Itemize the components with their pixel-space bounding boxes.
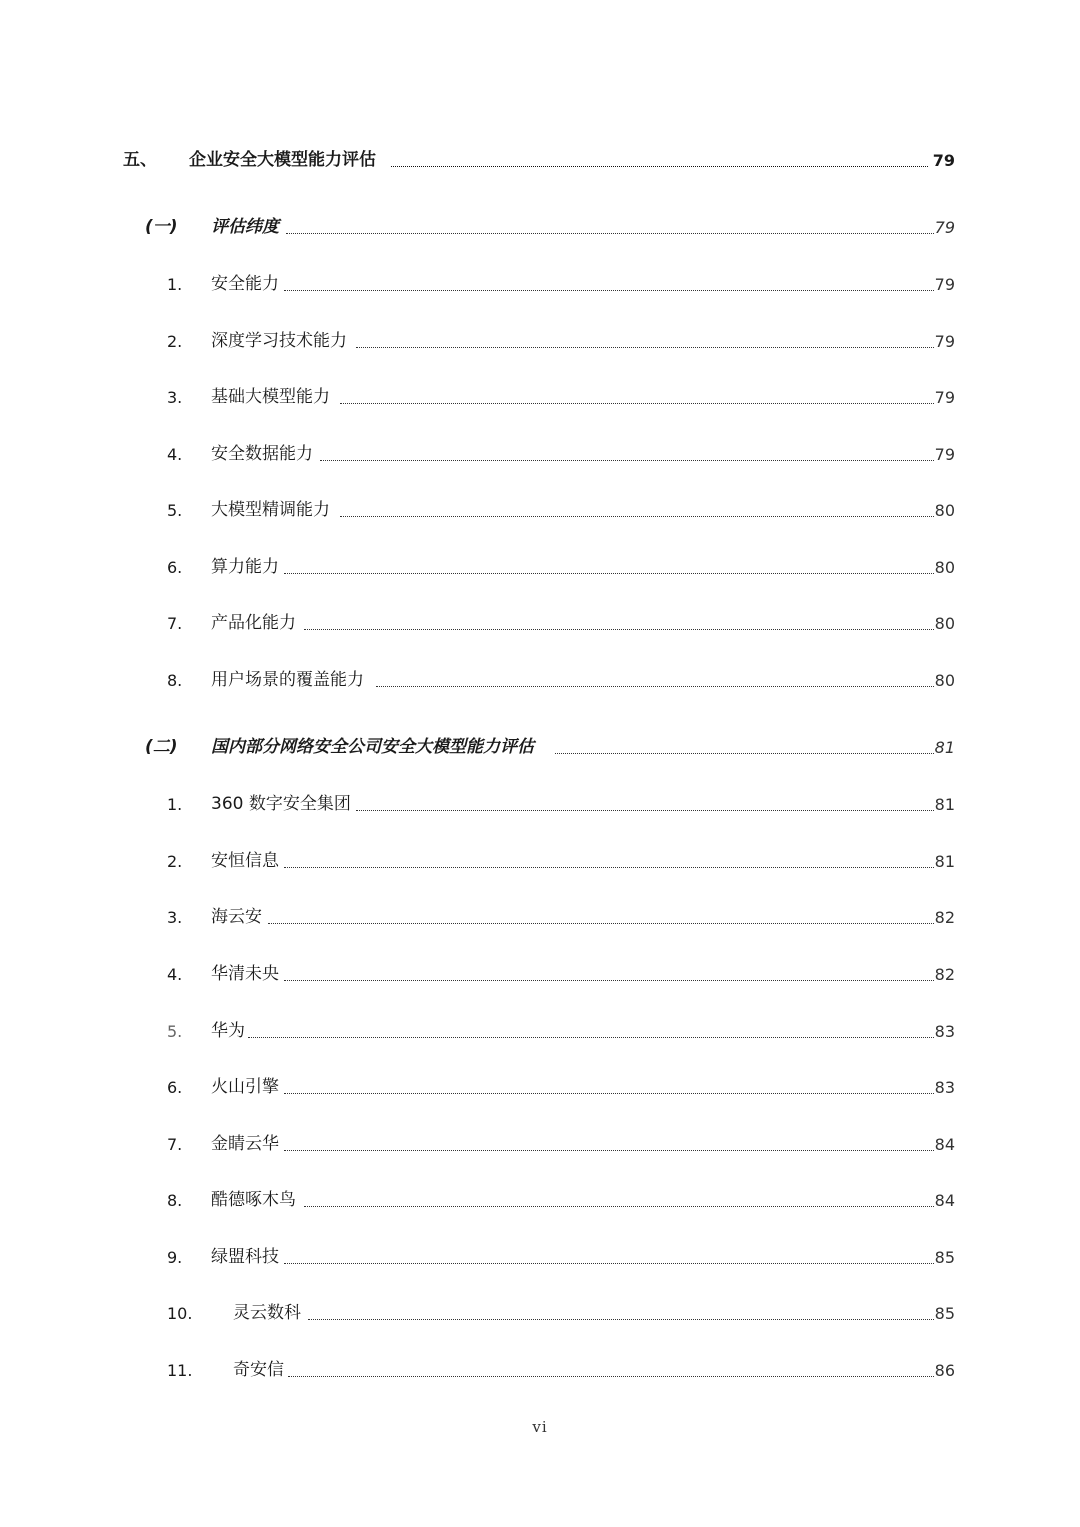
toc-entry-page: 85 <box>934 1304 955 1323</box>
toc-entry-number: 8. <box>167 1191 183 1210</box>
toc-entry-title: 基础大模型能力 <box>211 387 330 407</box>
toc-entry-page: 81 <box>934 738 955 757</box>
toc-entry-page: 83 <box>934 1078 955 1097</box>
dot-leader <box>356 810 934 811</box>
dot-leader <box>284 573 934 574</box>
toc-entry-number: 7. <box>167 614 183 633</box>
toc-entry-item[interactable] <box>0 846 1080 876</box>
toc-entry-subsection-1[interactable] <box>0 212 1080 242</box>
toc-entry-title: 评估纬度 <box>211 217 279 237</box>
toc-entry-item[interactable] <box>0 382 1080 412</box>
toc-entry-number: (一) <box>145 217 178 237</box>
dot-leader <box>340 403 934 404</box>
toc-entry-title: 灵云数科 <box>233 1303 301 1323</box>
toc-entry-number: 4. <box>167 445 183 464</box>
toc-entry-page: 83 <box>934 1022 955 1041</box>
toc-entry-number: 1. <box>167 795 183 814</box>
toc-entry-number: 4. <box>167 965 183 984</box>
toc-entry-page: 79 <box>934 445 955 464</box>
toc-entry-page: 84 <box>934 1191 955 1210</box>
toc-entry-number: 10. <box>167 1304 193 1323</box>
toc-entry-page: 79 <box>932 151 955 170</box>
dot-leader <box>320 460 934 461</box>
toc-entry-page: 79 <box>934 275 955 294</box>
toc-entry-item[interactable] <box>0 495 1080 525</box>
toc-entry-number: 1. <box>167 275 183 294</box>
dot-leader <box>308 1319 934 1320</box>
toc-entry-title: 海云安 <box>211 907 262 927</box>
toc-entry-page: 80 <box>934 558 955 577</box>
dot-leader <box>356 347 934 348</box>
dot-leader <box>286 233 934 234</box>
toc-entry-number: (二) <box>145 737 178 757</box>
toc-entry-item[interactable] <box>0 608 1080 638</box>
toc-entry-title: 360 数字安全集团 <box>211 794 351 814</box>
toc-entry-page: 82 <box>934 908 955 927</box>
dot-leader <box>376 686 934 687</box>
toc-entry-title: 用户场景的覆盖能力 <box>211 670 364 690</box>
toc-entry-number: 8. <box>167 671 183 690</box>
toc-entry-title: 算力能力 <box>211 557 279 577</box>
toc-entry-number: 5. <box>167 1022 183 1041</box>
toc-entry-title: 产品化能力 <box>211 613 296 633</box>
toc-entry-title: 奇安信 <box>233 1360 284 1380</box>
toc-entry-title: 绿盟科技 <box>211 1247 279 1267</box>
dot-leader <box>268 923 934 924</box>
toc-entry-page: 79 <box>934 218 955 237</box>
toc-entry-section-5[interactable] <box>0 145 1080 175</box>
toc-entry-item[interactable] <box>0 326 1080 356</box>
dot-leader <box>284 867 934 868</box>
toc-entry-title: 国内部分网络安全公司安全大模型能力评估 <box>211 737 534 757</box>
toc-entry-number: 7. <box>167 1135 183 1154</box>
toc-entry-title: 华清未央 <box>211 964 279 984</box>
toc-entry-number: 5. <box>167 501 183 520</box>
toc-entry-title: 金睛云华 <box>211 1134 279 1154</box>
toc-entry-number: 9. <box>167 1248 183 1267</box>
toc-entry-title: 深度学习技术能力 <box>211 331 347 351</box>
toc-entry-page: 80 <box>934 671 955 690</box>
toc-entry-item[interactable] <box>0 1242 1080 1272</box>
toc-entry-title: 大模型精调能力 <box>211 500 330 520</box>
toc-entry-title: 华为 <box>211 1021 245 1041</box>
toc-entry-page: 79 <box>934 388 955 407</box>
toc-entry-item[interactable] <box>0 1185 1080 1215</box>
toc-entry-item[interactable] <box>0 269 1080 299</box>
page-footer-number: vi <box>532 1418 548 1436</box>
toc-entry-page: 81 <box>934 795 955 814</box>
toc-entry-number: 11. <box>167 1361 193 1380</box>
dot-leader <box>284 980 934 981</box>
toc-entry-page: 82 <box>934 965 955 984</box>
toc-entry-number: 3. <box>167 908 183 927</box>
toc-entry-item[interactable] <box>0 1129 1080 1159</box>
toc-entry-title: 安恒信息 <box>211 851 279 871</box>
toc-entry-item[interactable] <box>0 1072 1080 1102</box>
toc-entry-number: 2. <box>167 332 183 351</box>
dot-leader <box>248 1037 934 1038</box>
toc-entry-title: 企业安全大模型能力评估 <box>189 150 376 170</box>
dot-leader <box>340 516 934 517</box>
toc-entry-title: 酷德啄木鸟 <box>211 1190 296 1210</box>
toc-entry-item[interactable] <box>0 902 1080 932</box>
toc-entry-item[interactable] <box>0 1355 1080 1385</box>
toc-entry-number: 3. <box>167 388 183 407</box>
dot-leader <box>284 290 934 291</box>
toc-entry-item[interactable] <box>0 1016 1080 1046</box>
toc-entry-page: 79 <box>934 332 955 351</box>
toc-entry-number: 五、 <box>123 150 157 170</box>
toc-entry-page: 86 <box>934 1361 955 1380</box>
dot-leader <box>391 166 928 167</box>
dot-leader <box>304 629 934 630</box>
toc-entry-title: 安全数据能力 <box>211 444 313 464</box>
dot-leader <box>288 1376 934 1377</box>
toc-entry-item[interactable] <box>0 552 1080 582</box>
toc-entry-title: 安全能力 <box>211 274 279 294</box>
toc-entry-number: 2. <box>167 852 183 871</box>
dot-leader <box>284 1150 934 1151</box>
toc-entry-item[interactable] <box>0 1298 1080 1328</box>
toc-entry-page: 85 <box>934 1248 955 1267</box>
dot-leader <box>284 1093 934 1094</box>
toc-entry-item[interactable] <box>0 789 1080 819</box>
toc-entry-number: 6. <box>167 558 183 577</box>
toc-entry-page: 80 <box>934 614 955 633</box>
dot-leader <box>304 1206 934 1207</box>
toc-entry-subsection-2[interactable] <box>0 732 1080 762</box>
toc-entry-title: 火山引擎 <box>211 1077 279 1097</box>
toc-entry-item[interactable] <box>0 665 1080 695</box>
toc-entry-number: 6. <box>167 1078 183 1097</box>
toc-entry-page: 80 <box>934 501 955 520</box>
dot-leader <box>555 753 934 754</box>
dot-leader <box>284 1263 934 1264</box>
toc-entry-item[interactable] <box>0 959 1080 989</box>
toc-entry-page: 81 <box>934 852 955 871</box>
toc-entry-item[interactable] <box>0 439 1080 469</box>
toc-entry-page: 84 <box>934 1135 955 1154</box>
